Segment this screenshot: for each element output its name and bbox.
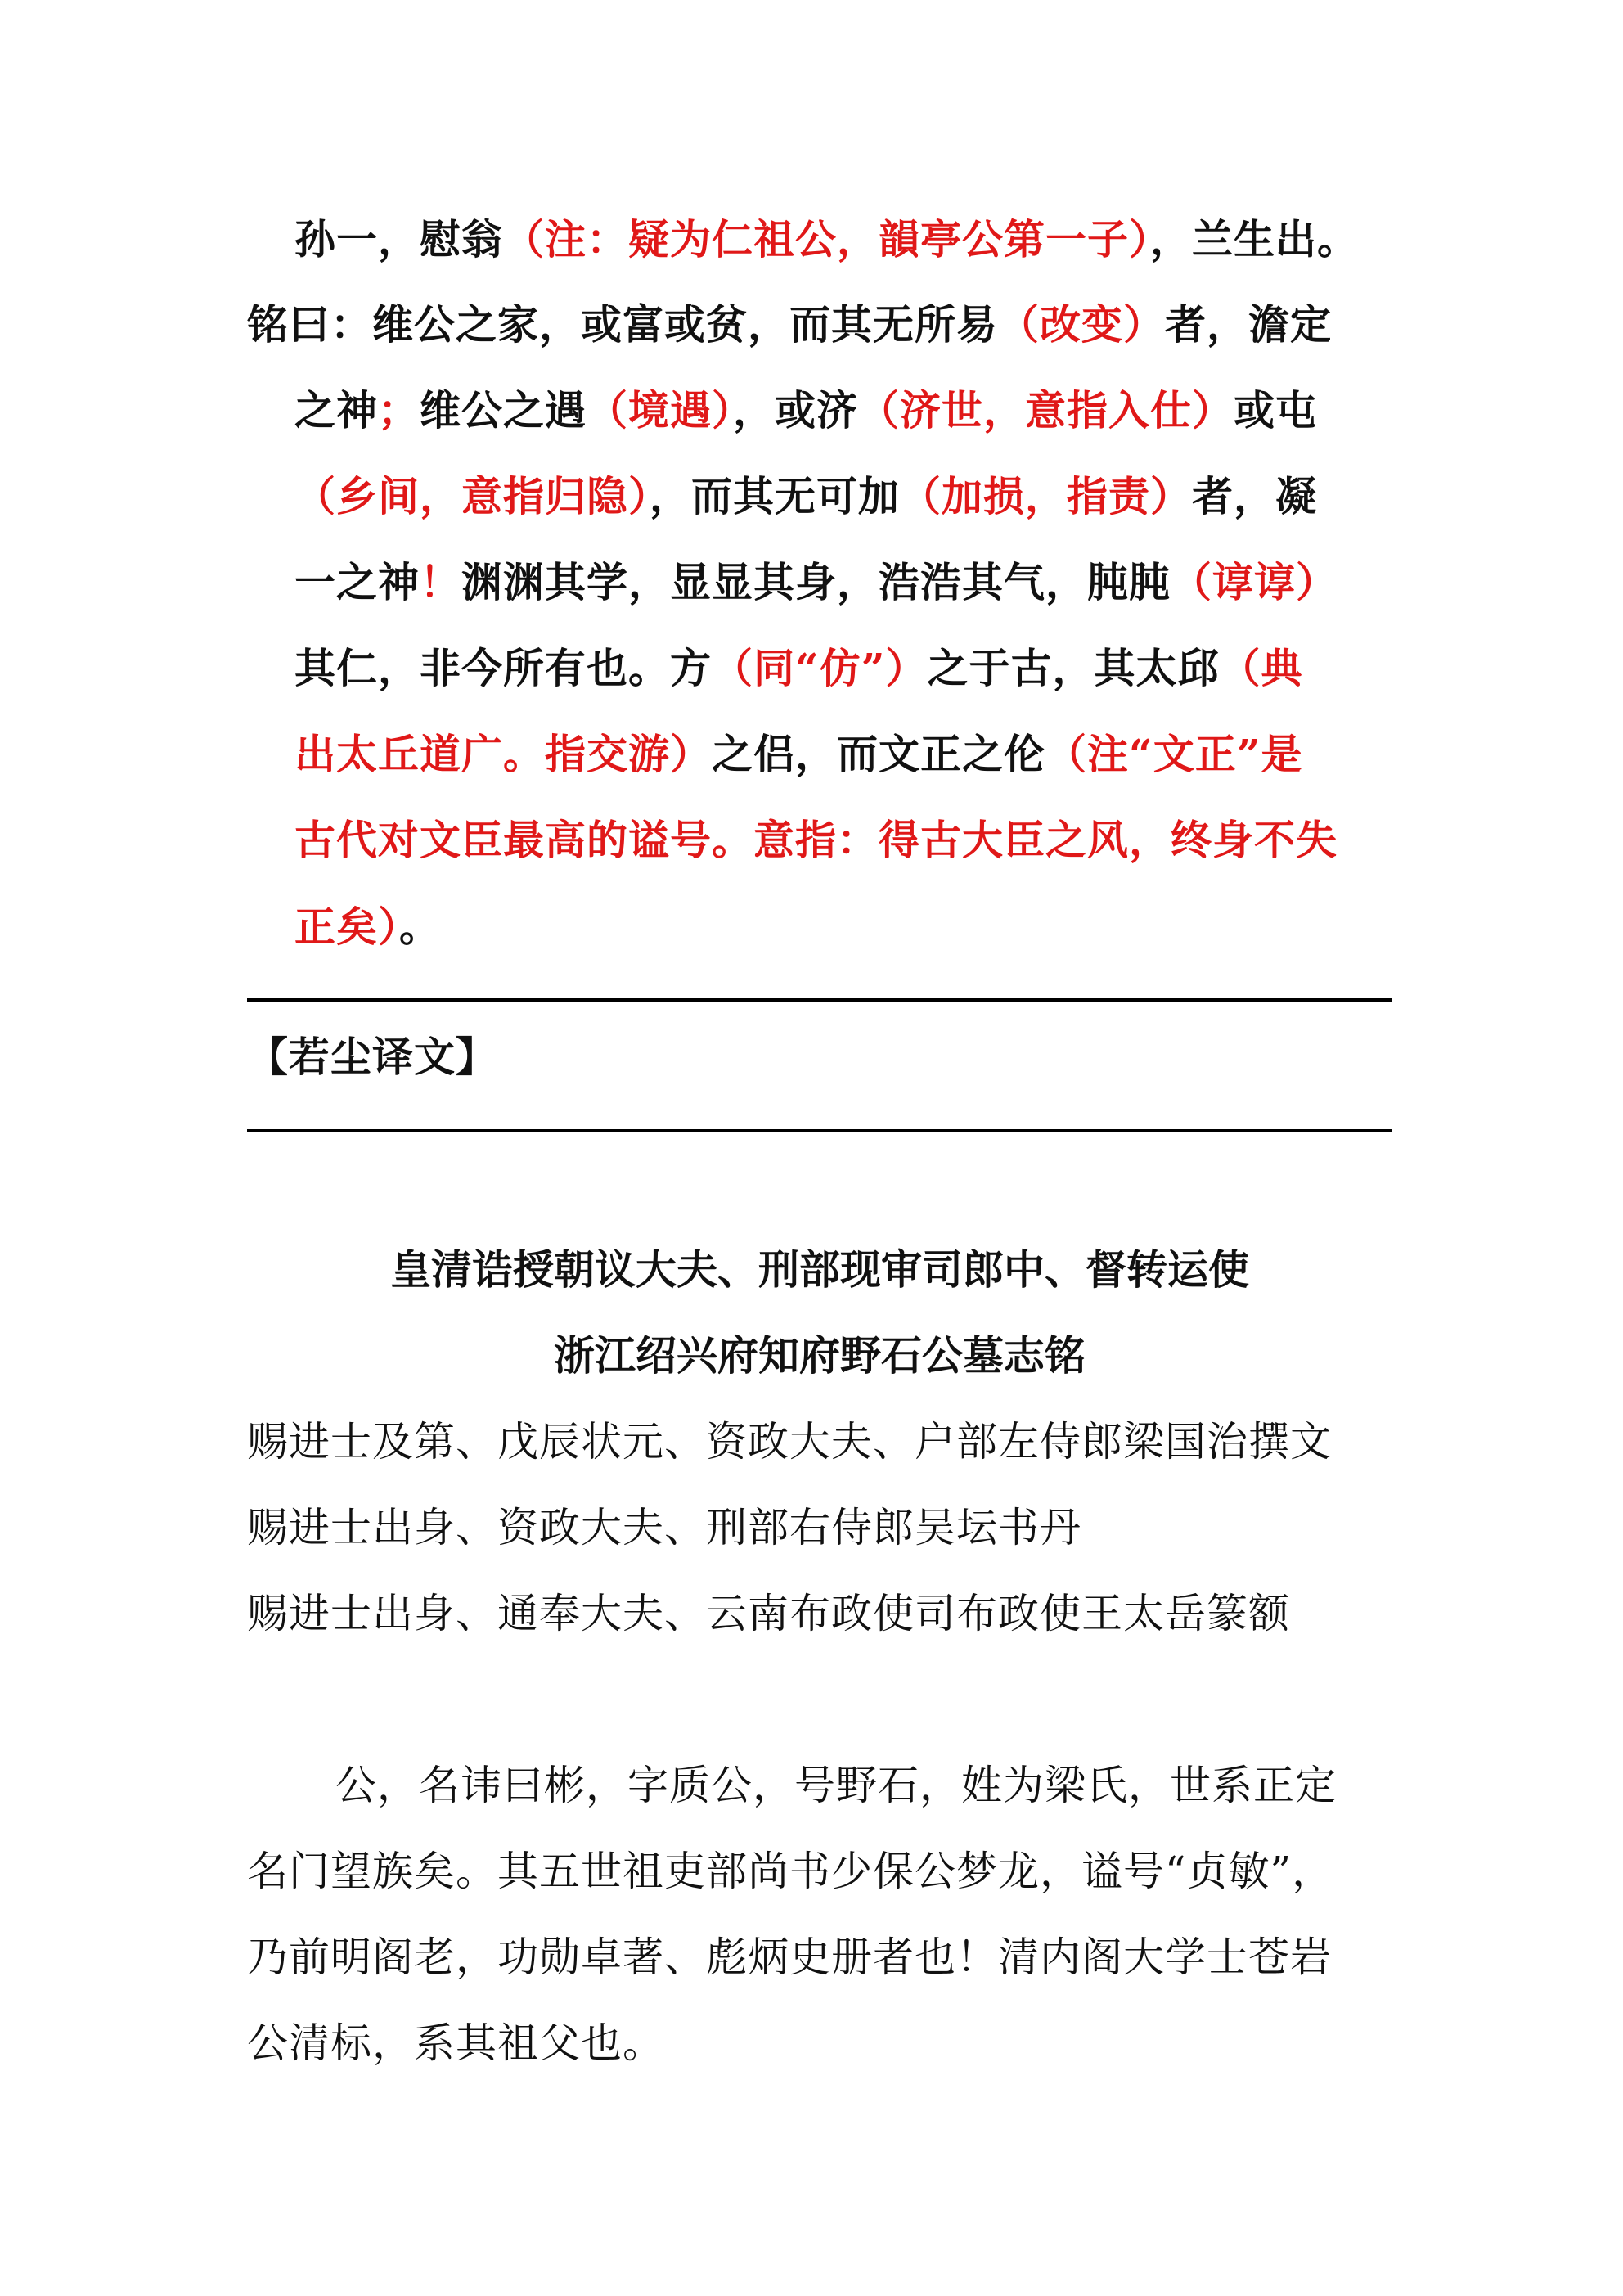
annotation-text: ！ xyxy=(420,558,461,606)
epitaph-title-line1: 皇清诰授朝议大夫、刑部现审司郎中、督转运使 xyxy=(390,1245,1249,1294)
annotation-text: 正矣） xyxy=(294,903,399,951)
credit-line: 赐进士出身、通奉大夫、云南布政使司布政使王太岳篆额 xyxy=(247,1590,1290,1637)
inscription-text: ，兰生出。 xyxy=(1150,215,1359,263)
inscription-text: ，或济 xyxy=(733,386,858,434)
annotation-text: （改变） xyxy=(998,300,1165,349)
annotation-text: 出太丘道广。指交游） xyxy=(294,730,712,778)
inscription-text: 之神 xyxy=(294,386,378,434)
inscription-line xyxy=(294,644,1303,693)
body-paragraph-line: 名门望族矣。其五世祖吏部尚书少保公梦龙，谥号“贞敏”， xyxy=(247,1848,1334,1895)
inscription-text: 铭曰：维公之家，或富或贫，而其无所易 xyxy=(247,300,998,349)
body-paragraph-line: 公清标，系其祖父也。 xyxy=(247,2019,664,2067)
inscription-text: 维公之遇 xyxy=(420,386,587,434)
annotation-text: （典 xyxy=(1219,644,1303,692)
section-rule-bottom xyxy=(247,1129,1392,1132)
annotation-text: （同“仿”） xyxy=(712,644,928,692)
annotation-text: （注：疑为仁祖公，韻亭公第一子） xyxy=(503,215,1150,263)
annotation-text: 古代对文臣最高的谥号。意指：得古大臣之风，终身不失 xyxy=(294,816,1338,864)
annotation-text: （济世，意指入仕） xyxy=(858,386,1234,434)
inscription-text: ，而其无可加 xyxy=(650,472,900,520)
body-paragraph-line: 公，名讳曰彬，字质公，号野石，姓为梁氏，世系正定 xyxy=(335,1762,1337,1809)
inscription-line xyxy=(294,816,1338,865)
inscription-line xyxy=(294,903,441,952)
credit-line: 赐进士出身、资政大夫、刑部右侍郎吴坛书丹 xyxy=(247,1504,1081,1551)
inscription-text: 孙一，慰翁 xyxy=(294,215,503,263)
inscription-line xyxy=(294,386,1317,435)
section-heading: 【若尘译文】 xyxy=(247,1033,497,1081)
inscription-text: 一之神 xyxy=(294,558,420,606)
annotation-text: （境遇） xyxy=(587,386,733,434)
annotation-text: （加损，指责） xyxy=(900,472,1192,520)
inscription-text: 之于古，其太邱 xyxy=(927,644,1220,692)
inscription-text: 者，凝 xyxy=(1192,472,1317,520)
inscription-line xyxy=(294,558,1338,607)
annotation-text: （注“文正”是 xyxy=(1045,730,1303,778)
inscription-line xyxy=(294,472,1317,521)
inscription-text: 渊渊其学，显显其身，浩浩其气，肫肫 xyxy=(461,558,1171,606)
epitaph-title-line2: 浙江绍兴府知府野石公墓志铭 xyxy=(554,1331,1086,1380)
inscription-text: 。 xyxy=(399,903,441,951)
annotation-text: （乡间，意指归隐） xyxy=(294,472,650,520)
credit-line: 赐进士及第、戊辰状元、资政大夫、户部左侍郎梁国治撰文 xyxy=(247,1418,1332,1465)
body-paragraph-line: 乃前明阁老，功勋卓著、彪炳史册者也！清内阁大学士苍岩 xyxy=(247,1934,1332,1981)
inscription-text: 之侣，而文正之伦 xyxy=(712,730,1045,778)
inscription-line xyxy=(294,215,1359,264)
annotation-text: ； xyxy=(378,386,420,434)
inscription-text: 其仁，非今所有也。方 xyxy=(294,644,712,692)
annotation-text: （谆谆） xyxy=(1171,558,1338,606)
inscription-line xyxy=(294,730,1303,779)
inscription-text: 者，澹定 xyxy=(1165,300,1332,349)
inscription-text: 或屯 xyxy=(1234,386,1317,434)
inscription-line xyxy=(247,300,1332,349)
section-rule-top xyxy=(247,998,1392,1002)
